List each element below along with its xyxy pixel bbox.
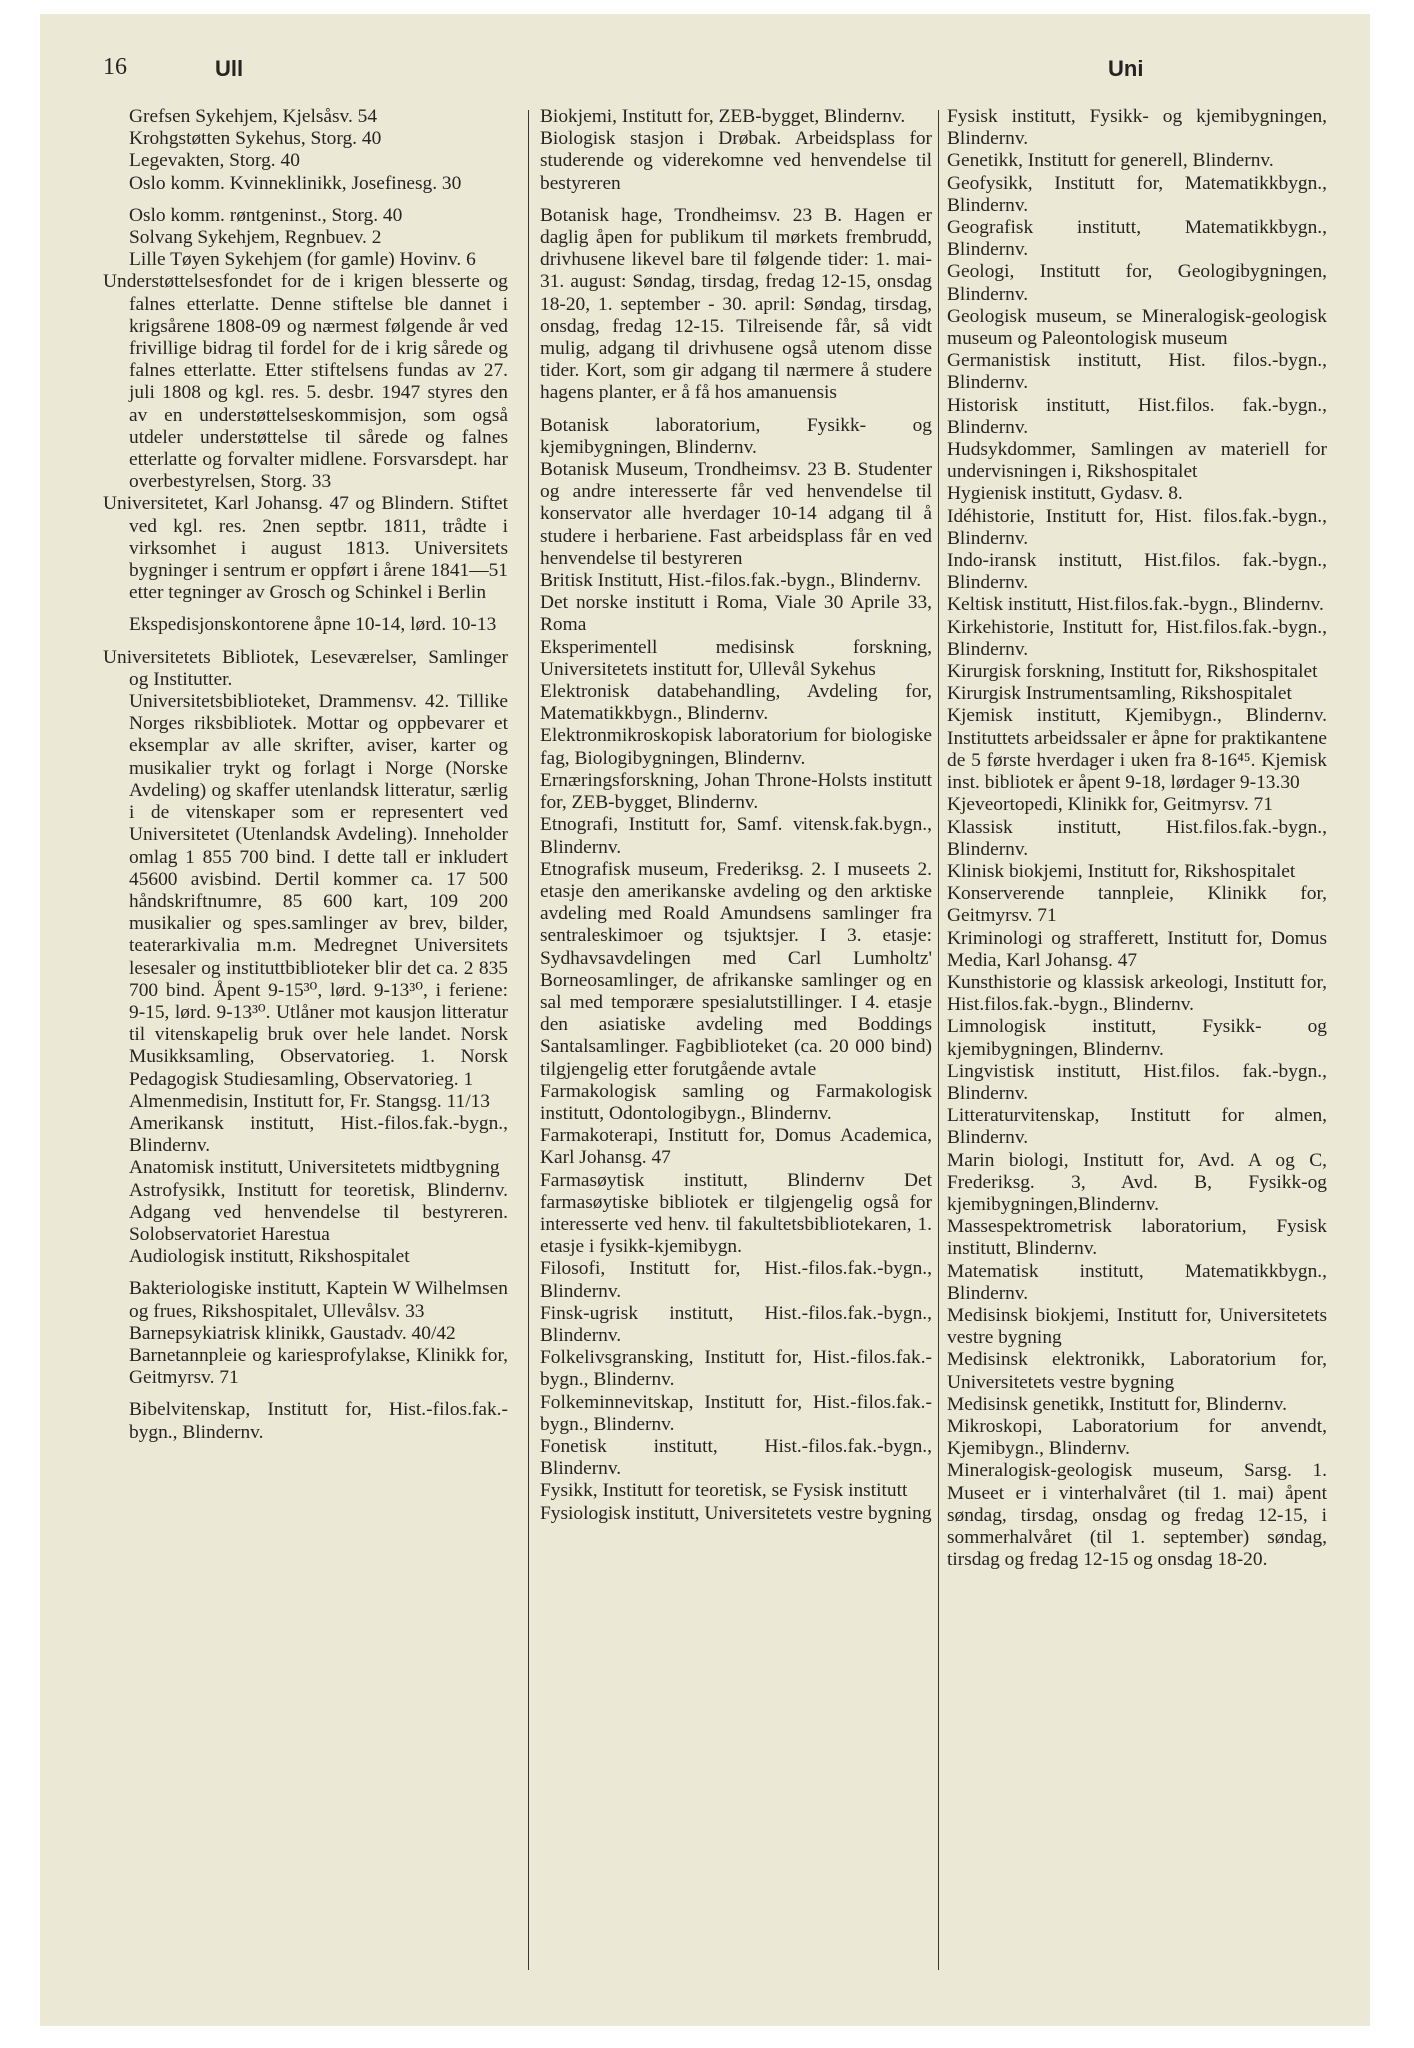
- directory-entry: Farmakologisk samling og Farmakologisk institutt, Odontologibygn., Blindernv.: [540, 1080, 932, 1124]
- directory-entry: Genetikk, Institutt for generell, Blindernv.: [947, 150, 1274, 172]
- directory-entry: Hudsykdommer, Samlingen av materiell for undervisningen i, Rikshospitalet: [947, 439, 1327, 483]
- directory-entry: Botanisk hage, Trondheimsv. 23 B. Hagen er daglig åpen for publikum til mørkets frembrudd, drivhusene likevel bare til følgende tider: 1. mai-31. august: Søndag, tirsdag, fredag 12-15, onsdag 18-20, 1. september - 30. april: Søndag, tirsdag, onsdag, fredag 12-15. Tilreisende får, så vidt mulig, adgang til drivhusene også utenom disse tider. Kort, som gir adgang til nærmere å studere hagens planter, er å få hos amanuensis: [540, 204, 932, 404]
- directory-entry: Biokjemi, Institutt for, ZEB-bygget, Blindernv.: [540, 106, 906, 127]
- directory-entry: Geofysikk, Institutt for, Matematikkbygn., Blindernv.: [947, 172, 1327, 216]
- directory-entry: Fysisk institutt, Fysikk- og kjemibygningen, Blindernv.: [947, 106, 1327, 150]
- running-head-left: Ull: [215, 56, 244, 81]
- directory-entry: Idéhistorie, Institutt for, Hist. filos.fak.-bygn., Blindernv.: [947, 505, 1327, 549]
- column-divider: [528, 110, 529, 1970]
- directory-entry: Klassisk institutt, Hist.filos.fak.-bygn., Blindernv.: [947, 816, 1327, 860]
- directory-entry: Universitetets Bibliotek, Leseværelser, Samlinger og Institutter.: [103, 646, 508, 690]
- directory-entry: Germanistisk institutt, Hist. filos.-bygn., Blindernv.: [947, 350, 1327, 394]
- directory-entry: Botanisk laboratorium, Fysikk- og kjemibygningen, Blindernv.: [540, 414, 932, 458]
- directory-entry: Historisk institutt, Hist.filos. fak.-bygn., Blindernv.: [947, 394, 1327, 438]
- directory-entry: Matematisk institutt, Matematikkbygn., Blindernv.: [947, 1260, 1327, 1304]
- directory-entry: Botanisk Museum, Trondheimsv. 23 B. Studenter og andre interesserte får ved henvendelse til konservator alle hverdager 10-14 adgang til å studere i herbariene. Fast arbeidsplass får en ved henvendelse til bestyreren: [540, 459, 932, 569]
- directory-entry: Fonetisk institutt, Hist.-filos.fak.-bygn., Blindernv.: [540, 1435, 932, 1480]
- directory-entry: Geologi, Institutt for, Geologibygningen, Blindernv.: [947, 261, 1327, 305]
- directory-entry: Kriminologi og strafferett, Institutt for, Domus Media, Karl Johansg. 47: [947, 927, 1327, 971]
- directory-entry: Farmasøytisk institutt, Blindernv Det farmasøytiske bibliotek er tilgjengelig også for interesserte ved henv. til fakultetsbibliotekaren, 1. etasje i fysikk-kjemibygn.: [540, 1169, 932, 1258]
- directory-entry: Kunsthistorie og klassisk arkeologi, Institutt for, Hist.filos.fak.-bygn., Blindernv.: [947, 971, 1327, 1016]
- directory-entry: Krohgstøtten Sykehus, Storg. 40: [129, 128, 382, 150]
- directory-entry: Folkeminnevitskap, Institutt for, Hist.-filos.fak.-bygn., Blindernv.: [540, 1391, 932, 1435]
- directory-entry: Understøttelsesfondet for de i krigen blesserte og falnes etterlatte. Denne stiftelse ble dannet i krigsårene 1808-09 og nærmest følgende år ved frivillige bidrag til fordel for de i krig sårede og falnes etterlatte. Etter stiftelsens fundas av 27. juli 1808 og kgl. res. 5. desbr. 1947 styres den av en understøttelseskommisjon, som også utdeler understøttelse til sårede og falnes etterlatte og forvalter midlene. Forsvarsdept. har overbestyrelsen, Storg. 33: [103, 271, 508, 493]
- directory-entry: Universitetet, Karl Johansg. 47 og Blindern. Stiftet ved kgl. res. 2nen septbr. 1811, trådte i virksomhet i august 1813. Universitets bygninger i sentrum er oppført i årene 1841—51 etter tegninger av Grosch og Schinkel i Berlin: [103, 493, 508, 604]
- directory-entry: Etnografisk museum, Frederiksg. 2. I museets 2. etasje den amerikanske avdeling og den arktiske avdeling med Roald Amundsens samlinger fra sentraleskimoer og tsjuktsjer. I 3. etasje: Sydhavsavdelingen med Carl Lumholtz' Borneosamlinger, de afrikanske samlinger og en sal med temporære spesialutstillinger. I 4. etasje den asiatiske avdeling med Boddings Santalsamlinger. Fagbiblioteket (ca. 20 000 bind) tilgjengelig etter forutgående avtale: [540, 858, 932, 1080]
- column-divider: [938, 110, 939, 1970]
- directory-entry: Medisinsk elektronikk, Laboratorium for, Universitetets vestre bygning: [947, 1349, 1327, 1393]
- directory-entry: Kjeveortopedi, Klinikk for, Geitmyrsv. 71: [947, 794, 1273, 816]
- directory-entry: Finsk-ugrisk institutt, Hist.-filos.fak.-bygn., Blindernv.: [540, 1302, 932, 1346]
- directory-entry: Lingvistisk institutt, Hist.filos. fak.-bygn., Blindernv.: [947, 1060, 1327, 1104]
- directory-entry: Ekspedisjonskontorene åpne 10-14, lørd. 10-13: [129, 614, 497, 636]
- directory-entry: Folkelivsgransking, Institutt for, Hist.-filos.fak.-bygn., Blindernv.: [540, 1347, 932, 1391]
- directory-entry: Lille Tøyen Sykehjem (for gamle) Hovinv. 6: [129, 249, 476, 271]
- document-page: [40, 14, 1370, 2026]
- directory-entry: Indo-iransk institutt, Hist.filos. fak.-bygn., Blindernv.: [947, 550, 1327, 594]
- column-3: [947, 106, 1327, 1966]
- column-1: [103, 106, 508, 1966]
- directory-entry: Konserverende tannpleie, Klinikk for, Geitmyrsv. 71: [947, 883, 1327, 927]
- directory-entry: Kirurgisk Instrumentsamling, Rikshospitalet: [947, 683, 1292, 705]
- directory-entry: Bakteriologiske institutt, Kaptein W Wilhelmsen og frues, Rikshospitalet, Ullevålsv. 33: [129, 1278, 508, 1322]
- directory-entry: Amerikansk institutt, Hist.-filos.fak.-bygn., Blindernv.: [129, 1112, 508, 1157]
- running-head-right: Uni: [1108, 56, 1144, 81]
- directory-entry: Geografisk institutt, Matematikkbygn., Blindernv.: [947, 217, 1327, 261]
- directory-entry: Oslo komm. røntgeninst., Storg. 40: [129, 204, 403, 226]
- directory-entry: Ernæringsforskning, Johan Throne-Holsts institutt for, ZEB-bygget, Blindernv.: [540, 769, 932, 814]
- directory-entry: Kjemisk institutt, Kjemibygn., Blindernv. Instituttets arbeidssaler er åpne for praktikantene de 5 første hverdager i uken fra 8-16⁴⁵. Kjemisk inst. bibliotek er åpent 9-18, lørdager 9-13.30: [947, 705, 1327, 794]
- directory-entry: Eksperimentell medisinsk forskning, Universitetets institutt for, Ullevål Sykehus: [540, 636, 932, 680]
- directory-entry: Elektronmikroskopisk laboratorium for biologiske fag, Biologibygningen, Blindernv.: [540, 725, 932, 769]
- directory-entry: Oslo komm. Kvinneklinikk, Josefinesg. 30: [129, 172, 462, 194]
- directory-entry: Hygienisk institutt, Gydasv. 8.: [947, 483, 1183, 505]
- directory-entry: Klinisk biokjemi, Institutt for, Rikshospitalet: [947, 860, 1296, 882]
- directory-entry: Barnetannpleie og kariesprofylakse, Klinikk for, Geitmyrsv. 71: [129, 1344, 508, 1389]
- directory-entry: Kirurgisk forskning, Institutt for, Rikshospitalet: [947, 661, 1318, 683]
- page-number: 16: [103, 54, 127, 80]
- directory-entry: Mikroskopi, Laboratorium for anvendt, Kjemibygn., Blindernv.: [947, 1415, 1327, 1460]
- directory-entry: Filosofi, Institutt for, Hist.-filos.fak.-bygn., Blindernv.: [540, 1258, 932, 1302]
- directory-entry: Etnografi, Institutt for, Samf. vitensk.fak.bygn., Blindernv.: [540, 814, 932, 858]
- directory-entry: Barnepsykiatrisk klinikk, Gaustadv. 40/42: [129, 1322, 456, 1344]
- directory-entry: Fysiologisk institutt, Universitetets vestre bygning: [540, 1502, 932, 1524]
- directory-entry: Mineralogisk-geologisk museum, Sarsg. 1. Museet er i vinterhalvåret (til 1. mai) åpent søndag, tirsdag, onsdag og fredag 12-15, i sommerhalvåret (til 1. september) søndag, tirsdag og fredag 12-15 og onsdag 18-20.: [947, 1460, 1327, 1571]
- directory-entry: Solvang Sykehjem, Regnbuev. 2: [129, 227, 382, 249]
- directory-entry: Medisinsk genetikk, Institutt for, Blindernv.: [947, 1393, 1287, 1415]
- directory-entry: Elektronisk databehandling, Avdeling for, Matematikkbygn., Blindernv.: [540, 681, 932, 725]
- directory-entry: Medisinsk biokjemi, Institutt for, Universitetets vestre bygning: [947, 1304, 1327, 1349]
- column-2: [540, 106, 932, 1966]
- directory-entry: Farmakoterapi, Institutt for, Domus Academica, Karl Johansg. 47: [540, 1125, 932, 1169]
- directory-entry: Limnologisk institutt, Fysikk- og kjemibygningen, Blindernv.: [947, 1016, 1327, 1060]
- directory-entry: Keltisk institutt, Hist.filos.fak.-bygn., Blindernv.: [947, 594, 1324, 616]
- directory-entry: Marin biologi, Institutt for, Avd. A og C, Frederiksg. 3, Avd. B, Fysikk-og kjemibygningen,Blindernv.: [947, 1149, 1327, 1215]
- directory-entry: Massespektrometrisk laboratorium, Fysisk institutt, Blindernv.: [947, 1216, 1327, 1260]
- directory-entry: Geologisk museum, se Mineralogisk-geologisk museum og Paleontologisk museum: [947, 305, 1327, 350]
- directory-entry: Legevakten, Storg. 40: [129, 150, 300, 172]
- directory-entry: Almenmedisin, Institutt for, Fr. Stangsg. 11/13: [129, 1090, 490, 1112]
- directory-entry: Bibelvitenskap, Institutt for, Hist.-filos.fak.-bygn., Blindernv.: [129, 1399, 508, 1443]
- directory-entry: Litteraturvitenskap, Institutt for almen, Blindernv.: [947, 1105, 1327, 1149]
- directory-entry: Det norske institutt i Roma, Viale 30 Aprile 33, Roma: [540, 592, 932, 636]
- directory-entry: Kirkehistorie, Institutt for, Hist.filos.fak.-bygn., Blindernv.: [947, 616, 1327, 660]
- directory-entry: Grefsen Sykehjem, Kjelsåsv. 54: [129, 106, 378, 127]
- directory-entry: Britisk Institutt, Hist.-filos.fak.-bygn., Blindernv.: [540, 570, 922, 592]
- directory-entry: Audiologisk institutt, Rikshospitalet: [129, 1246, 410, 1268]
- directory-entry: Astrofysikk, Institutt for teoretisk, Blindernv. Adgang ved henvendelse til bestyreren. Solobservatoriet Harestua: [129, 1179, 508, 1245]
- directory-entry: Fysikk, Institutt for teoretisk, se Fysisk institutt: [540, 1480, 908, 1502]
- directory-entry: Universitetsbiblioteket, Drammensv. 42. Tillike Norges riksbibliotek. Mottar og oppbevarer et eksemplar av alle skrifter, aviser, karter og musikalier trykt og forlagt i Norge (Norske Avdeling) og skaffer utenlandsk litteratur, særlig i de vitenskaper som er representert ved Universitetet (Utenlandsk Avdeling). Inneholder omlag 1 855 700 bind. I dette tall er inkludert 45600 avisbind. Dertil kommer ca. 17 500 håndskriftnumre, 85 600 kart, 109 200 musikalier og spes.samlinger av brev, bilder, teaterarkivalia m.m. Medregnet Universitets lesesaler og instituttbiblioteker blir det ca. 2 835 700 bind. Åpent 9-15³⁰, lørd. 9-13³⁰, i feriene: 9-15, lørd. 9-13³⁰. Utlåner mot kausjon litteratur til vitenskapelig bruk over hele landet. Norsk Musikksamling, Observatorieg. 1. Norsk Pedagogisk Studiesamling, Observatorieg. 1: [129, 691, 508, 1090]
- directory-entry: Biologisk stasjon i Drøbak. Arbeidsplass for studerende og viderekomne ved henvendelse til bestyreren: [540, 128, 932, 194]
- directory-entry: Anatomisk institutt, Universitetets midtbygning: [129, 1157, 500, 1179]
